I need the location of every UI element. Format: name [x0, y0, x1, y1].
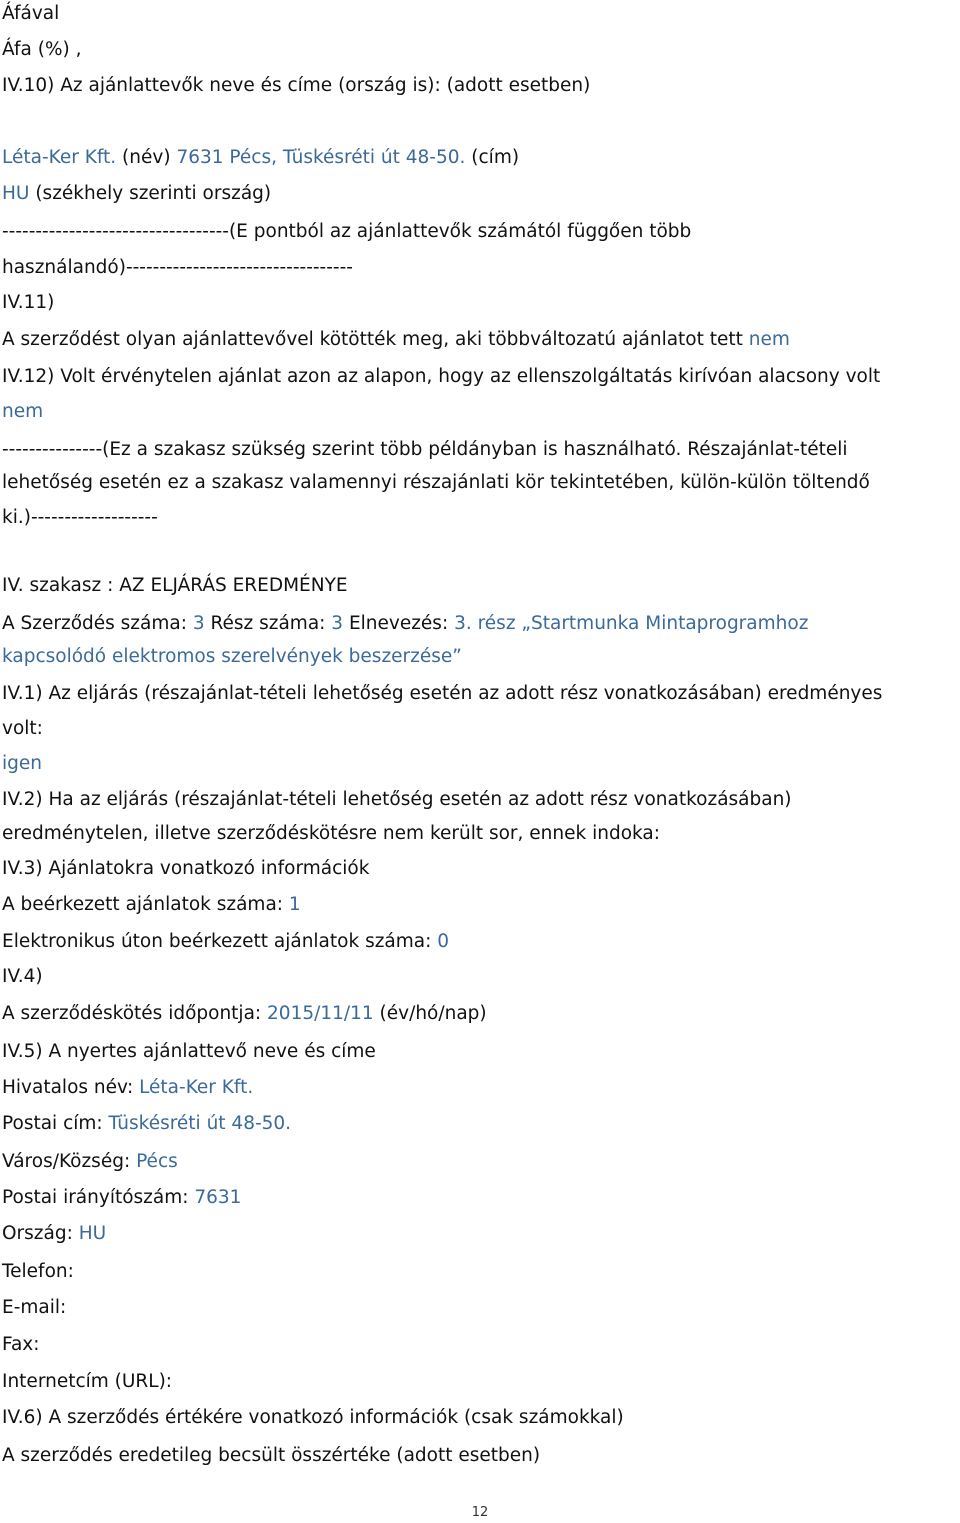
field-value: 3. rész „Startmunka Mintaprogramhoz — [454, 613, 809, 634]
text-line — [2, 1076, 253, 1100]
text-line — [2, 1222, 106, 1246]
field-label: Ország: — [2, 1223, 79, 1244]
field-label: A beérkezett ajánlatok száma: — [2, 894, 289, 915]
field-label: A Szerződés száma: — [2, 613, 193, 634]
field-value: Tüskésréti út 48-50. — [108, 1113, 292, 1134]
text-line — [2, 471, 870, 495]
field-value: 1 — [288, 894, 301, 915]
field-value: 7631 Pécs, Tüskésréti út 48-50. — [176, 147, 466, 168]
text-line — [2, 717, 43, 741]
text-line — [2, 1040, 376, 1064]
field-label: Város/Község: — [2, 1151, 137, 1172]
field-label: IV.6) A szerződés értékére vonatkozó információk (csak számokkal) — [2, 1407, 624, 1428]
text-line — [2, 1260, 74, 1284]
field-label: IV.5) A nyertes ajánlattevő neve és címe — [2, 1041, 376, 1062]
text-line — [2, 2, 59, 26]
text-line — [2, 291, 54, 315]
text-line — [2, 682, 882, 706]
field-value: Léta-Ker Kft. — [139, 1077, 254, 1098]
field-label: Rész száma: — [204, 613, 332, 634]
text-line — [2, 1370, 172, 1394]
field-label: IV.1) Az eljárás (részajánlat-tételi lehetőség esetén az adott rész vonatkozásában) eredményes — [2, 683, 883, 704]
field-value: 3 — [192, 613, 205, 634]
field-label: Postai irányítószám: — [2, 1187, 195, 1208]
text-line — [2, 1333, 39, 1357]
field-value: Léta-Ker Kft. — [2, 147, 117, 168]
field-label: (év/hó/nap) — [373, 1003, 487, 1024]
field-value: 7631 — [194, 1187, 242, 1208]
text-line — [2, 1444, 540, 1468]
field-label: IV.4) — [2, 966, 43, 987]
field-value: HU — [2, 183, 30, 204]
field-label: IV.12) Volt érvénytelen ajánlat azon az alapon, hogy az ellenszolgáltatás kirívóan alacsony volt — [2, 366, 881, 387]
text-line — [2, 38, 82, 62]
field-label: IV.10) Az ajánlattevők neve és címe (ország is): (adott esetben) — [2, 75, 591, 96]
text-line — [2, 400, 43, 424]
field-label: Áfával — [2, 3, 60, 24]
field-label: ----------------------------------(E pontból az ajánlattevők számától függően több — [2, 221, 692, 242]
text-line — [2, 1112, 291, 1136]
text-line — [2, 328, 790, 352]
field-label: A szerződést olyan ajánlattevővel kötötték meg, aki többváltozatú ajánlatot tett — [2, 329, 749, 350]
text-line — [2, 930, 449, 954]
page-number: 12 — [471, 1505, 489, 1520]
text-line — [2, 788, 792, 812]
field-label: eredménytelen, illetve szerződéskötésre nem került sor, ennek indoka: — [2, 823, 660, 844]
text-line — [2, 1150, 178, 1174]
field-value: 0 — [437, 931, 450, 952]
text-line — [2, 612, 808, 636]
text-line — [2, 1296, 66, 1320]
field-label: használandó)---------------------------------- — [2, 257, 353, 278]
text-line — [2, 645, 462, 669]
field-value: Pécs — [136, 1151, 178, 1172]
field-value: 2015/11/11 — [267, 1003, 374, 1024]
field-label: IV. szakasz : AZ ELJÁRÁS EREDMÉNYE — [2, 575, 348, 596]
field-label: Postai cím: — [2, 1113, 109, 1134]
field-value: igen — [2, 753, 42, 774]
field-value: nem — [748, 329, 790, 350]
field-label: (székhely szerinti ország) — [29, 183, 272, 204]
text-line — [2, 1002, 487, 1026]
text-line — [2, 822, 660, 846]
field-label: Fax: — [2, 1334, 40, 1355]
text-line — [2, 893, 301, 917]
field-value: kapcsolódó elektromos szerelvények beszerzése” — [2, 646, 462, 667]
text-line — [2, 965, 43, 989]
text-line — [2, 256, 353, 280]
text-line — [2, 1406, 624, 1430]
field-label: (cím) — [465, 147, 520, 168]
text-line — [2, 506, 158, 530]
text-line — [2, 574, 348, 598]
field-label: IV.11) — [2, 292, 55, 313]
text-line — [2, 365, 880, 389]
field-label: Internetcím (URL): — [2, 1371, 173, 1392]
text-line — [2, 146, 519, 170]
field-label: ---------------(Ez a szakasz szükség szerint több példányban is használható. Részajánlat-tételi — [2, 439, 848, 460]
text-line — [2, 438, 848, 462]
text-line — [2, 1186, 241, 1210]
text-line — [2, 182, 271, 206]
field-label: lehetőség esetén ez a szakasz valamennyi részajánlati kör tekintetében, külön-külön töltendő — [2, 472, 870, 493]
field-label: (név) — [116, 147, 177, 168]
field-label: ki.)------------------- — [2, 507, 158, 528]
text-line — [2, 752, 42, 776]
field-label: Áfa (%) , — [2, 39, 82, 60]
field-value: nem — [2, 401, 44, 422]
field-label: Hivatalos név: — [2, 1077, 140, 1098]
field-label: Elnevezés: — [343, 613, 455, 634]
field-label: E-mail: — [2, 1297, 67, 1318]
text-line — [2, 220, 691, 244]
field-label: IV.3) Ajánlatokra vonatkozó információk — [2, 858, 370, 879]
field-label: volt: — [2, 718, 43, 739]
field-value: HU — [78, 1223, 107, 1244]
text-line — [2, 857, 369, 881]
field-label: IV.2) Ha az eljárás (részajánlat-tételi lehetőség esetén az adott rész vonatkozásában) — [2, 789, 792, 810]
field-label: Elektronikus úton beérkezett ajánlatok száma: — [2, 931, 438, 952]
text-line — [2, 74, 590, 98]
field-label: Telefon: — [2, 1261, 74, 1282]
field-value: 3 — [331, 613, 344, 634]
field-label: A szerződés eredetileg becsült összértéke (adott esetben) — [2, 1445, 541, 1466]
field-label: A szerződéskötés időpontja: — [2, 1003, 268, 1024]
